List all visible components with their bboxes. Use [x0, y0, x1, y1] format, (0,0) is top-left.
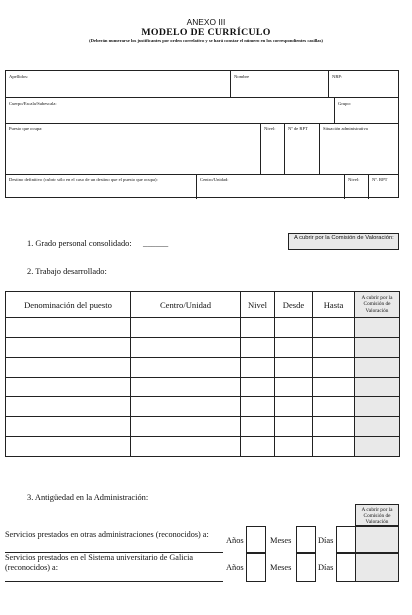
personal-data-box: [5, 70, 399, 198]
months-input[interactable]: [296, 553, 316, 582]
commission-box-1: [288, 233, 399, 250]
section-2-label: 2. Trabajo desarrollado:: [27, 267, 107, 276]
center-unit-field[interactable]: Centro/Unidad:: [200, 177, 229, 182]
commission-box-3: [355, 504, 399, 526]
table-row: [6, 337, 400, 357]
table-row: [6, 417, 400, 437]
section-1-label: 1. Grado personal consolidado:: [27, 239, 132, 248]
column-header-commission: A cubrir por la Comisión de Valoración: [355, 292, 400, 318]
days-input[interactable]: [336, 526, 356, 553]
table-row: [6, 377, 400, 397]
commission-label-3: A cubrir por la Comisión de Valoración: [361, 507, 393, 526]
rpt-number-field-2[interactable]: Nº. RPT: [372, 177, 388, 182]
service-row-2-underline: [5, 581, 223, 582]
commission-label-1: A cubrir por la Comisión de Valoración:: [294, 235, 394, 241]
table-row: [6, 397, 400, 417]
group-field[interactable]: Grupo:: [338, 101, 352, 106]
days-input[interactable]: [336, 553, 356, 582]
service-row-2-label: Servicios prestados en el Sistema universitario de Galicia (reconocidos) a:: [5, 553, 194, 572]
rpt-number-field[interactable]: Nº de RPT: [288, 126, 308, 131]
level-field-2[interactable]: Nivel:: [348, 177, 360, 182]
months-label: Meses: [270, 563, 292, 572]
column-header: Nivel: [241, 292, 275, 318]
column-header: Denominación del puesto: [6, 292, 131, 318]
table-row: [6, 437, 400, 457]
header-note: (Deberán numerarse los justificantes por orden correlativo y se hará constar el número en los correspondientes casillas): [89, 38, 323, 43]
table-row: [6, 357, 400, 377]
page-title: MODELO DE CURRÍCULO: [141, 27, 271, 38]
nrp-field[interactable]: NRP:: [332, 74, 343, 79]
commission-cell: [355, 526, 399, 553]
column-header: Hasta: [313, 292, 355, 318]
corps-field[interactable]: Cuerpo/Escala/Subescala:: [9, 101, 57, 106]
section-3-label: 3. Antigüedad en la Administración:: [27, 493, 149, 502]
column-header: Desde: [275, 292, 313, 318]
column-header: Centro/Unidad: [131, 292, 241, 318]
level-field[interactable]: Nivel:: [264, 126, 276, 131]
admin-situation-field[interactable]: Situación administrativa: [323, 126, 368, 131]
consolidated-grade-blank[interactable]: ______: [143, 239, 169, 248]
surname-field[interactable]: Apellidos:: [9, 74, 29, 79]
commission-cell: [355, 553, 399, 582]
days-label: Días: [318, 563, 334, 572]
annex-label: ANEXO III: [186, 17, 226, 27]
position-field[interactable]: Puesto que ocupa:: [9, 126, 43, 131]
years-label: Años: [226, 563, 244, 572]
definitive-destination-field[interactable]: Destino definitivo (cubrir sólo en el caso de un destino que el puesto que ocupa):: [9, 177, 158, 182]
months-input[interactable]: [296, 526, 316, 553]
work-history-table: [5, 291, 400, 457]
name-field[interactable]: Nombre: [234, 74, 250, 79]
years-label: Años: [226, 536, 244, 545]
table-row: [6, 318, 400, 338]
days-label: Días: [318, 536, 334, 545]
years-input[interactable]: [246, 553, 266, 582]
months-label: Meses: [270, 536, 292, 545]
service-row-1-label: Servicios prestados en otras administraciones (reconocidos) a:: [5, 530, 209, 539]
years-input[interactable]: [246, 526, 266, 553]
